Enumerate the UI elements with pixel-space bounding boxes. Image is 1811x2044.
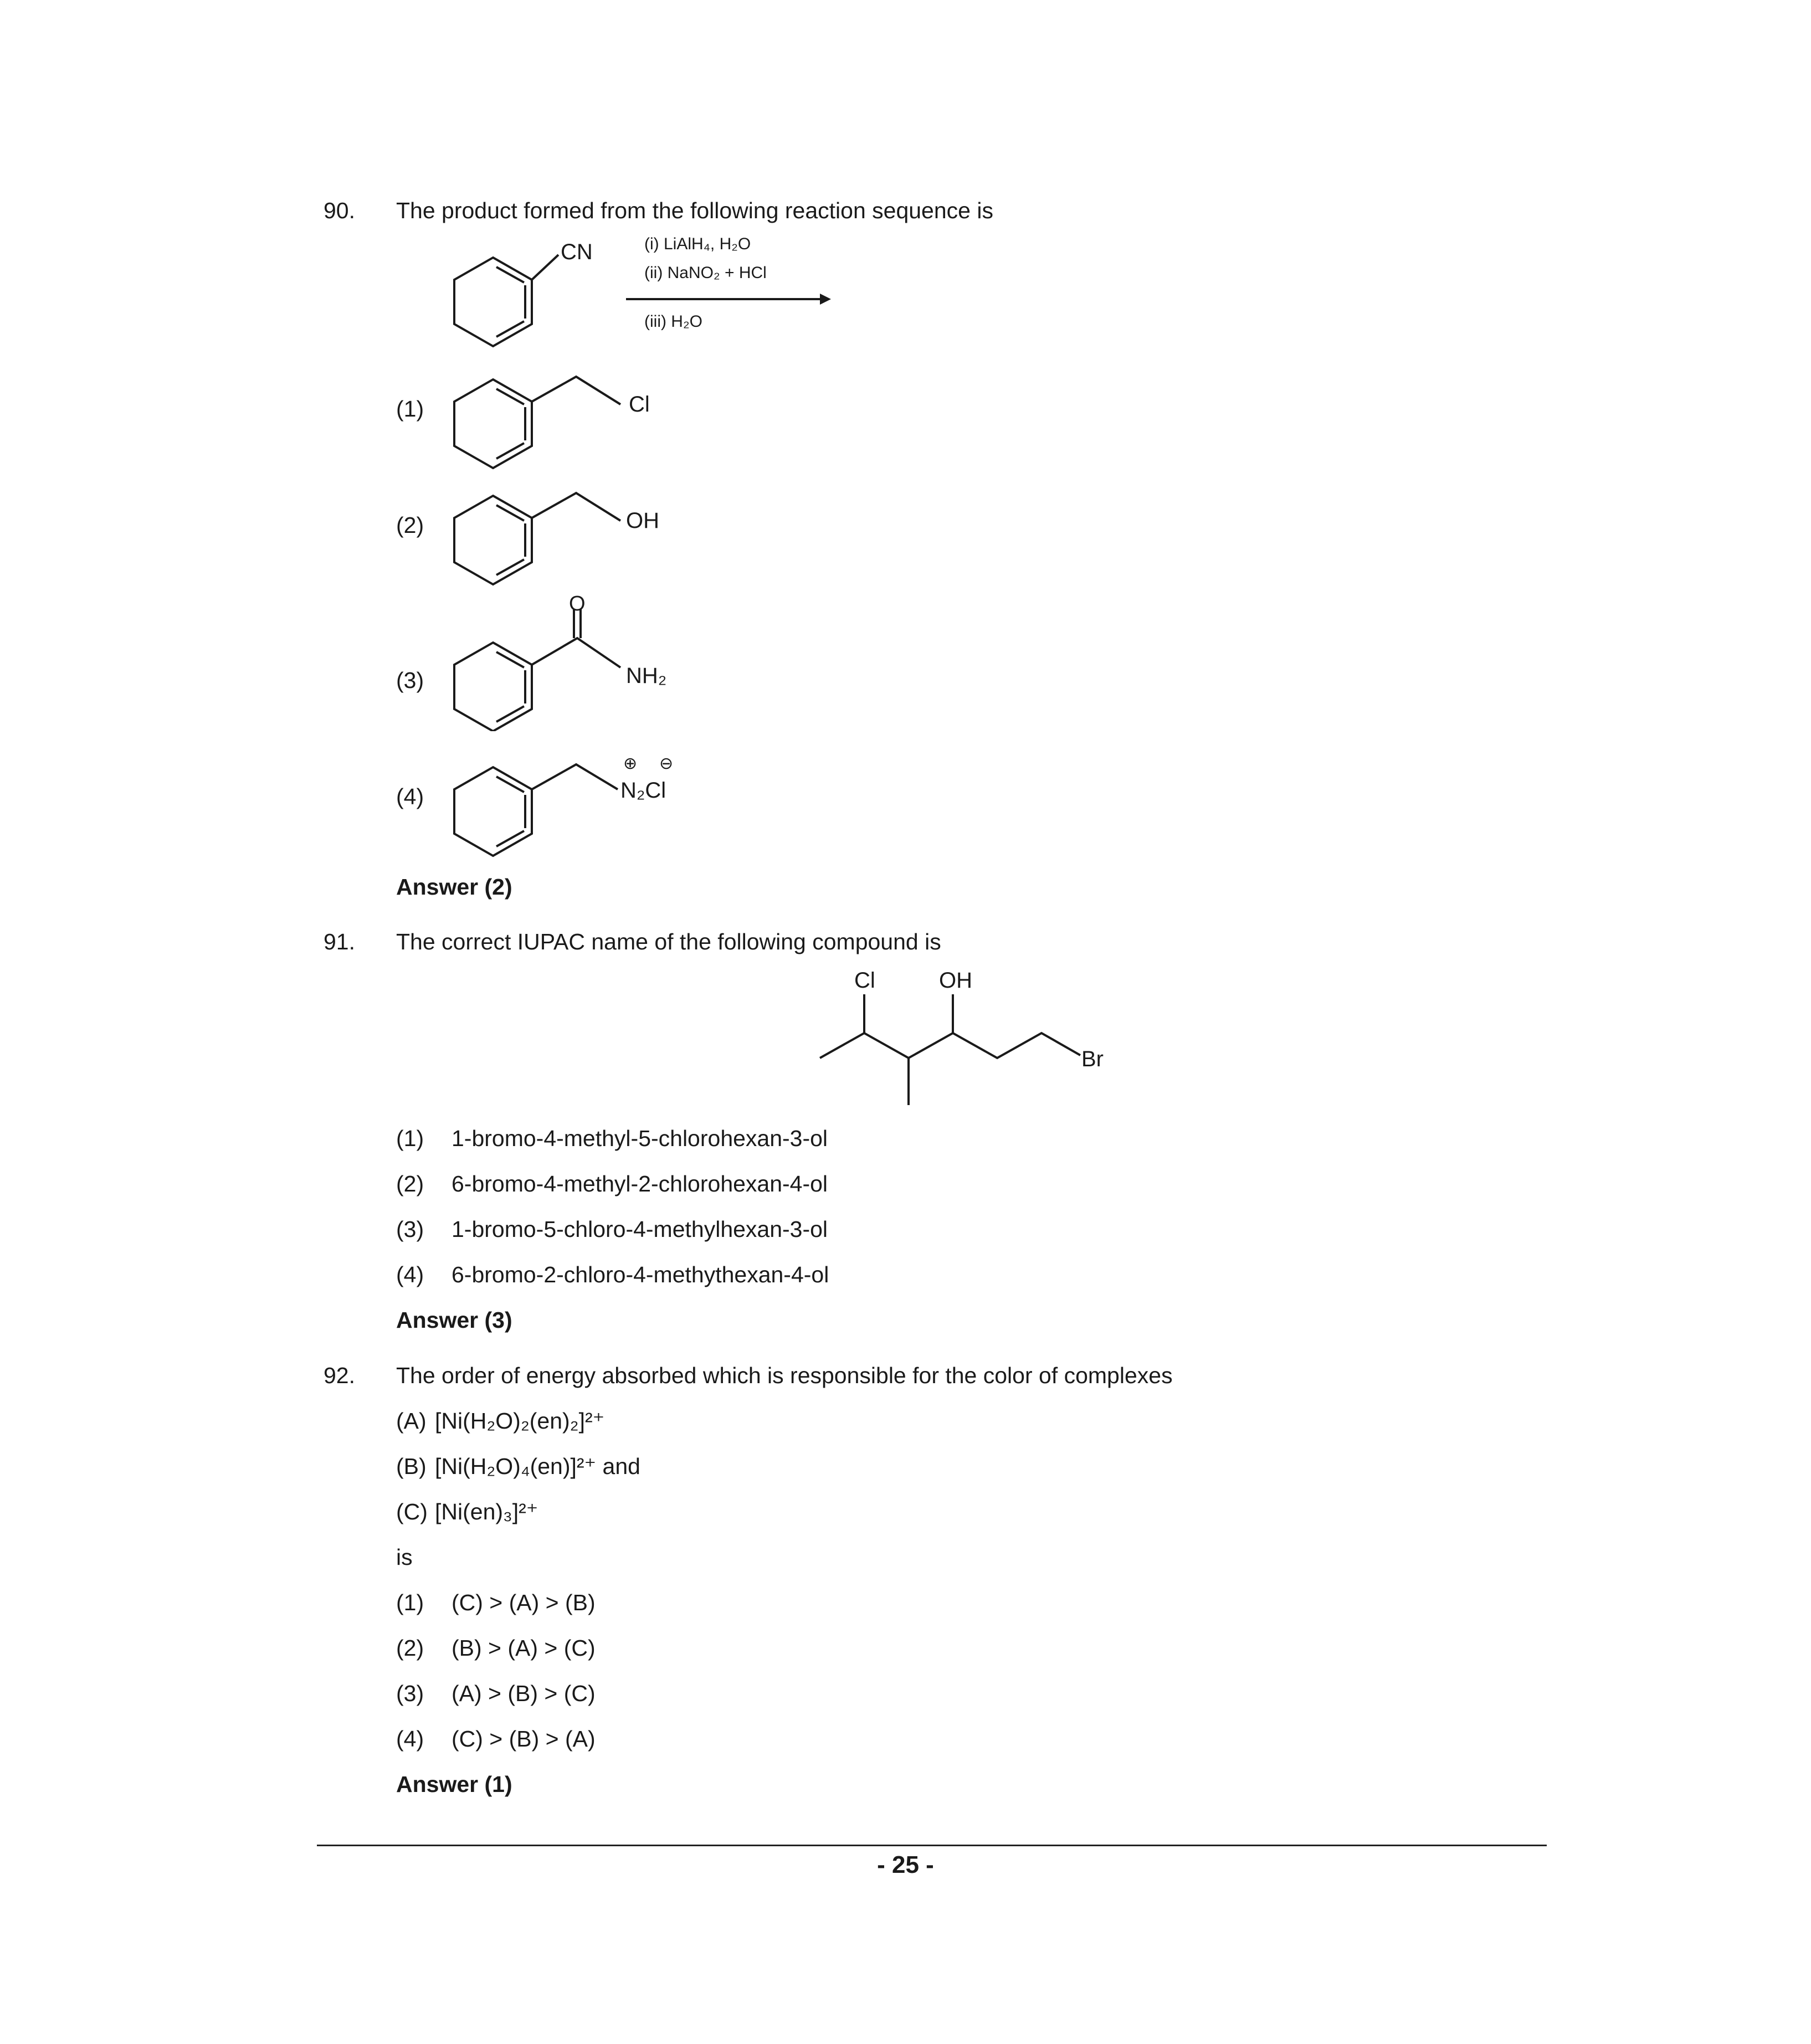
question-stem: The order of energy absorbed which is responsible for the color of complexes: [396, 1363, 1173, 1388]
option-number: (2): [396, 512, 424, 538]
reagent-1: (i) LiAlH₄, H₂O: [644, 235, 751, 253]
complex-label: (B): [396, 1454, 427, 1479]
option-3-carbonyl: O: [569, 593, 586, 615]
option-text: 6-bromo-2-chloro-4-methythexan-4-ol: [452, 1262, 829, 1287]
option-text: 6-bromo-4-methyl-2-chlorohexan-4-ol: [452, 1171, 828, 1196]
option-text: (C) > (B) > (A): [452, 1726, 596, 1752]
label-oh: OH: [939, 968, 972, 993]
arrow-head: [820, 294, 831, 305]
option-4-group: N₂Cl: [620, 778, 666, 803]
option-4-structure: [432, 742, 687, 864]
option-number: (3): [396, 1681, 424, 1706]
reagent-3: (iii) H₂O: [644, 312, 702, 331]
answer-label: Answer (3): [396, 1307, 512, 1333]
option-2-group: OH: [626, 509, 659, 533]
complex-label: (C): [396, 1499, 428, 1524]
option-number: (3): [396, 1216, 424, 1242]
option-number: (4): [396, 784, 424, 809]
complex-formula: [Ni(en)₃]²⁺: [435, 1499, 538, 1524]
complex-formula: [Ni(H₂O)₂(en)₂]²⁺: [435, 1408, 605, 1434]
benzene-ring: [454, 255, 558, 346]
footer-rule: [317, 1845, 1547, 1846]
question-number: 92.: [324, 1363, 355, 1388]
reaction-scheme: [432, 233, 853, 360]
option-text: 1-bromo-4-methyl-5-chlorohexan-3-ol: [452, 1126, 828, 1151]
option-number: (3): [396, 667, 424, 693]
complex-formula: [Ni(H₂O)₄(en)]²⁺ and: [435, 1454, 640, 1479]
compound-structure: [803, 961, 1136, 1111]
option-number: (2): [396, 1171, 424, 1196]
option-number: (1): [396, 1126, 424, 1151]
option-number: (2): [396, 1635, 424, 1661]
reagent-2: (ii) NaNO₂ + HCl: [644, 264, 767, 282]
option-text: (A) > (B) > (C): [452, 1681, 596, 1706]
reactant-group: CN: [561, 240, 593, 264]
positive-charge: ⊕: [623, 754, 638, 773]
question-stem: The product formed from the following reaction sequence is: [396, 198, 993, 223]
option-3-group: NH₂: [626, 664, 667, 688]
option-1-group: Cl: [629, 392, 650, 417]
option-number: (1): [396, 1590, 424, 1615]
option-text: (B) > (A) > (C): [452, 1635, 596, 1661]
question-stem: The correct IUPAC name of the following compound is: [396, 929, 941, 954]
answer-label: Answer (1): [396, 1771, 512, 1797]
answer-label: Answer (2): [396, 874, 512, 900]
negative-charge: ⊖: [659, 754, 674, 773]
option-text: (C) > (A) > (B): [452, 1590, 596, 1615]
option-3-structure: [432, 593, 687, 731]
option-text: 1-bromo-5-chloro-4-methylhexan-3-ol: [452, 1216, 828, 1242]
page-number: - 25 -: [877, 1851, 934, 1878]
complex-label: (A): [396, 1408, 427, 1434]
option-number: (4): [396, 1262, 424, 1287]
is-text: is: [396, 1544, 413, 1570]
option-number: (4): [396, 1726, 424, 1752]
label-br: Br: [1081, 1047, 1104, 1071]
label-cl: Cl: [854, 968, 875, 993]
question-number: 90.: [324, 198, 355, 223]
option-1-structure: [432, 355, 676, 476]
option-2-structure: [432, 471, 676, 593]
question-number: 91.: [324, 929, 355, 954]
option-number: (1): [396, 396, 424, 422]
